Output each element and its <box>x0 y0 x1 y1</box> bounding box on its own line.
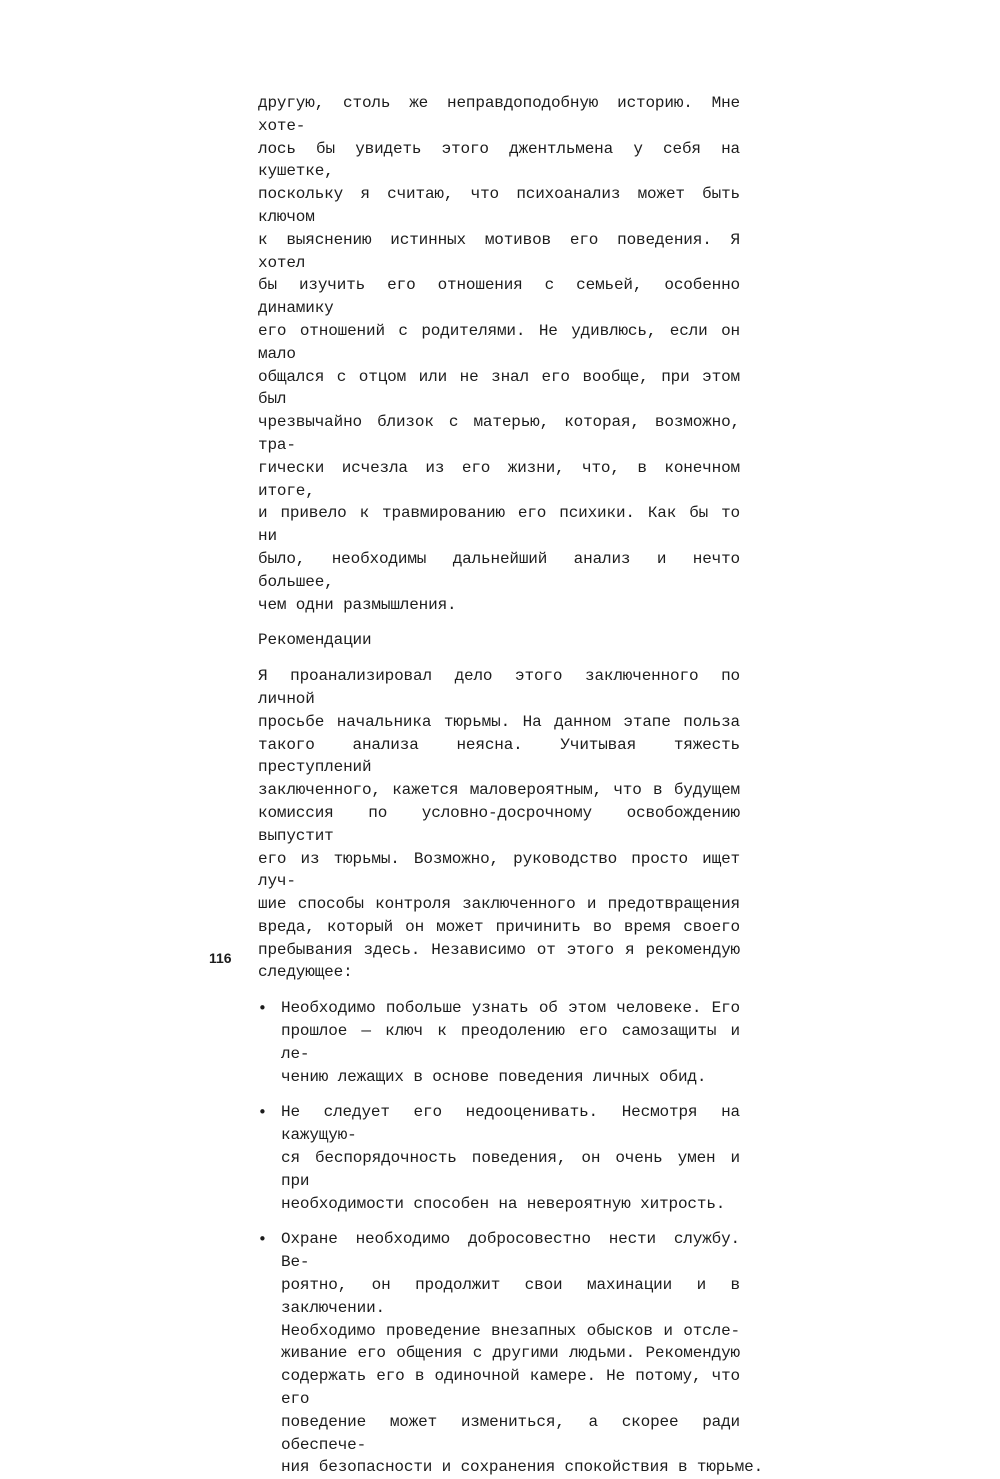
text-line: прошлое — ключ к преодолению его самозащиты и ле- <box>281 1022 740 1063</box>
text-line: Не следует его недооценивать. Несмотря на кажущую- <box>281 1103 740 1145</box>
bullet-item-3 <box>258 1228 764 1479</box>
page-number: 116 <box>209 950 232 966</box>
text-line: необходимости способен на невероятную хитрость. <box>281 1194 726 1213</box>
paragraph-1 <box>258 92 740 616</box>
text-line: Охране необходимо добросовестно нести службу. Ве- <box>281 1230 740 1272</box>
text-line: чрезвычайно близок с матерью, которая, возможно, тра- <box>258 413 740 454</box>
text-line: другую, столь же неправдоподобную историю. Мне хоте- <box>258 94 740 135</box>
text-line: такого анализа неясна. Учитывая тяжесть преступлений <box>258 735 740 777</box>
text-line: Необходимо побольше узнать об этом человеке. Его <box>281 999 740 1018</box>
text-line: его отношений с родителями. Не удивлюсь, если он мало <box>258 321 740 363</box>
page-text <box>258 92 764 1479</box>
bullet-icon: • <box>258 1103 267 1122</box>
text-line: лось бы увидеть этого джентльмена у себя на кушетке, <box>258 139 740 181</box>
text-line: бы изучить его отношения с семьей, особенно динамику <box>258 276 740 318</box>
text-line: и привело к травмированию его психики. Как бы то ни <box>258 504 740 546</box>
text-line: ся беспорядочность поведения, он очень умен и при <box>281 1149 740 1190</box>
text-line: пребывания здесь. Независимо от этого я рекомендую <box>258 940 740 959</box>
text-line: шие способы контроля заключенного и предотвращения <box>258 895 740 914</box>
bullet-item-1 <box>258 997 740 1088</box>
bullet-icon: • <box>258 1230 267 1249</box>
text-line: Необходимо проведение внезапных обысков и отсле- <box>281 1321 740 1340</box>
text-line: Я проанализировал дело этого заключенного по личной <box>258 667 740 708</box>
text-line: роятно, он продолжит свои махинации и в заключении. <box>281 1276 740 1317</box>
text-line: общался с отцом или не знал его вообще, при этом был <box>258 367 740 409</box>
section-heading: Рекомендации <box>258 631 372 650</box>
text-line: следующее: <box>258 963 353 982</box>
text-line: гически исчезла из его жизни, что, в конечном итоге, <box>258 458 740 500</box>
bullet-icon: • <box>258 999 267 1018</box>
text-line: комиссия по условно-досрочному освобождению выпустит <box>258 803 740 845</box>
text-line: просьбе начальника тюрьмы. На данном этапе польза <box>258 712 740 731</box>
text-line: к выяснению истинных мотивов его поведения. Я хотел <box>258 230 740 272</box>
paragraph-2 <box>258 665 740 984</box>
text-line: чем одни размышления. <box>258 595 457 614</box>
text-line: заключенного, кажется маловероятным, что в будущем <box>258 781 740 800</box>
text-line: живание его общения с другими людьми. Рекомендую <box>281 1344 740 1363</box>
text-line: чению лежащих в основе поведения личных обид. <box>281 1067 707 1086</box>
text-line: содержать его в одиночной камере. Не потому, что его <box>281 1367 740 1409</box>
text-line: ния безопасности и сохранения спокойствия в тюрьме. <box>281 1458 764 1477</box>
text-line: поскольку я считаю, что психоанализ может быть ключом <box>258 185 740 226</box>
text-line: вреда, который он может причинить во время своего <box>258 917 740 936</box>
text-line: его из тюрьмы. Возможно, руководство просто ищет луч- <box>258 849 740 891</box>
text-line: было, необходимы дальнейший анализ и нечто большее, <box>258 549 740 591</box>
bullet-item-2 <box>258 1101 740 1215</box>
text-line: поведение может измениться, а скорее ради обеспече- <box>281 1412 740 1454</box>
